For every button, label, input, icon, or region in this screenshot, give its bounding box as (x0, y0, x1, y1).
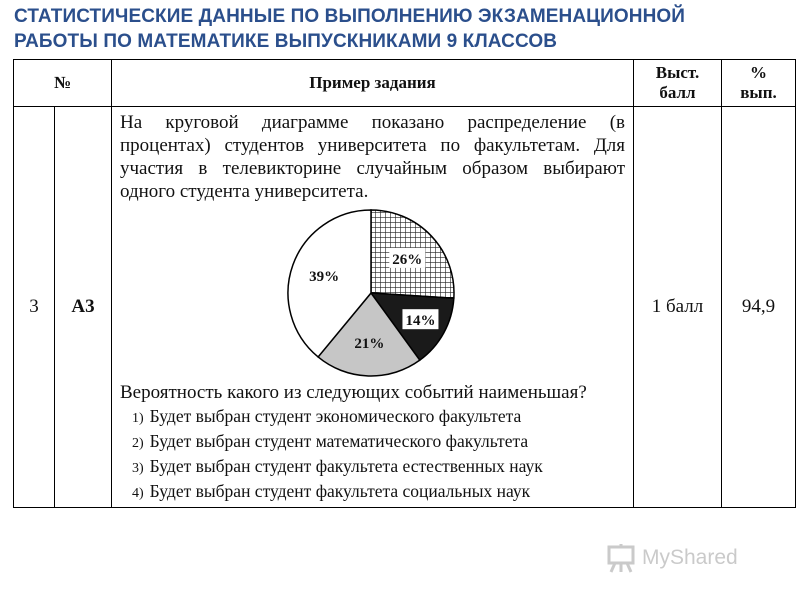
percent-header-line-1: % (750, 63, 767, 82)
option-text: Будет выбран студент математического факультета (149, 431, 529, 451)
task-example-cell (112, 107, 634, 508)
watermark-text: MyShared (642, 546, 738, 569)
statistics-table (13, 59, 796, 508)
option-number: 4) (132, 486, 144, 501)
pie-slice-label: 21% (354, 335, 385, 352)
title-line-1: СТАТИСТИЧЕСКИЕ ДАННЫЕ ПО ВЫПОЛНЕНИЮ ЭКЗАМЕНАЦИОННОЙ (14, 6, 686, 27)
column-header-percent (722, 60, 796, 107)
presentation-board-icon (606, 543, 636, 573)
answer-option (132, 430, 625, 455)
task-text: На круговой диаграмме показано распределение (в процентах) студентов университета по факультетам. Для участия в телевикторине случайным образом выбирают одного студента университета. (120, 112, 625, 202)
slide-title (14, 4, 794, 54)
column-header-number: № (14, 60, 112, 107)
option-number: 1) (132, 411, 144, 426)
option-number: 2) (132, 436, 144, 451)
answer-option (132, 455, 625, 480)
score-value: 1 балл (634, 107, 722, 508)
title-line-2: РАБОТЫ ПО МАТЕМАТИКЕ ВЫПУСКНИКАМИ 9 КЛАССОВ (14, 31, 558, 52)
table-row (14, 107, 796, 508)
pie-slice-label: 14% (405, 313, 436, 330)
option-text: Будет выбран студент факультета естественных наук (149, 456, 543, 476)
pie-chart-container (120, 203, 625, 381)
question-text: Вероятность какого из следующих событий наименьшая? (120, 382, 587, 403)
answer-option (132, 480, 625, 505)
row-number: 3 (14, 107, 55, 508)
pie-chart (280, 207, 462, 379)
score-header-line-1: Выст. (655, 63, 700, 82)
percent-value: 94,9 (722, 107, 796, 508)
option-text: Будет выбран студент экономического факультета (149, 406, 522, 426)
score-header-line-2: балл (659, 83, 696, 102)
option-number: 3) (132, 461, 144, 476)
pie-slice-label: 26% (392, 251, 423, 268)
option-text: Будет выбран студент факультета социальных наук (149, 481, 531, 501)
percent-header-line-2: вып. (740, 83, 777, 102)
column-header-example: Пример задания (112, 60, 634, 107)
column-header-score (634, 60, 722, 107)
pie-slice-label: 39% (309, 269, 340, 286)
answer-option (132, 405, 625, 430)
watermark (606, 540, 796, 576)
table-header-row (14, 60, 796, 107)
row-task-code: А3 (55, 107, 112, 508)
answer-options (120, 405, 625, 505)
